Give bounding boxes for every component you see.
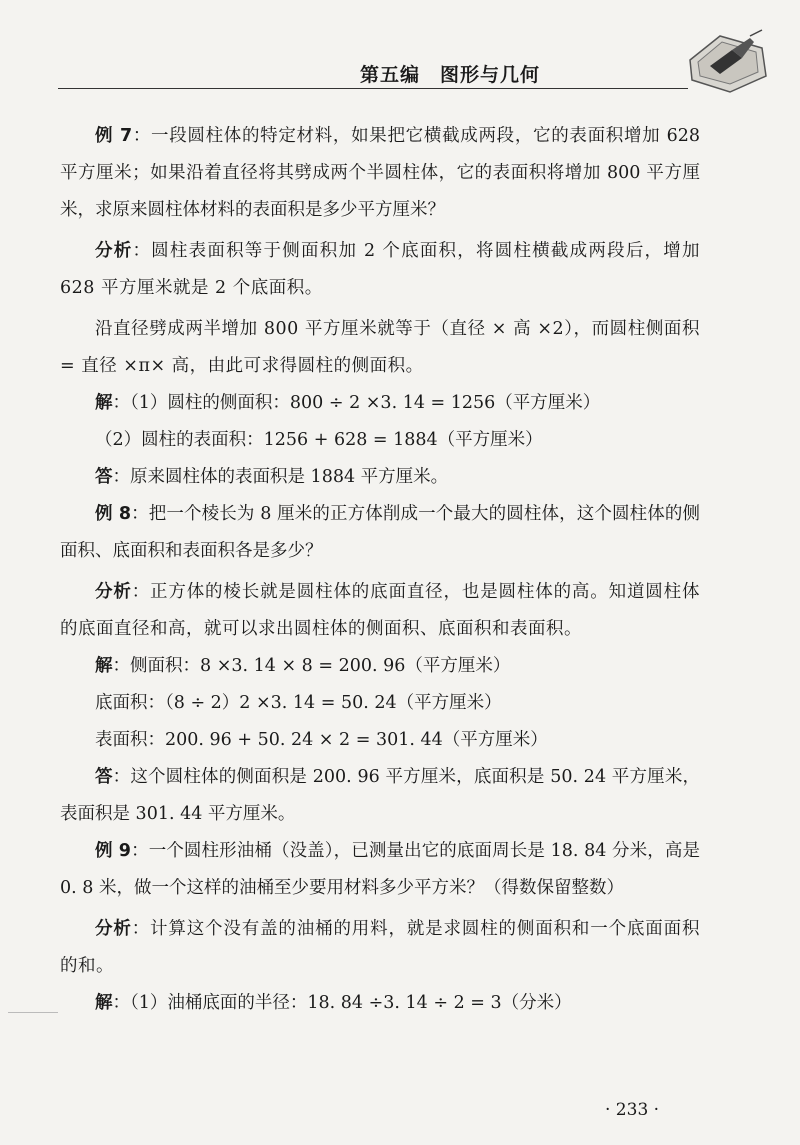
analysis-label: 分析: [95, 919, 132, 939]
example-label: 例 8: [95, 504, 132, 524]
example-text: ：一个圆柱形油桶（没盖），已测量出它的底面周长是 18. 84 分米，高是 0. 8 米，做一个这样的油桶至少要用材料多少平方米？（得数保留整数）: [60, 841, 700, 898]
solution-text: 底面积：（8 ÷ 2）2 ×3. 14 = 50. 24（平方厘米）: [95, 693, 502, 713]
solution-7-step-2: [60, 422, 700, 459]
solution-7-step-1: [60, 385, 700, 422]
solution-8-lateral: [60, 648, 700, 685]
answer-text: ：原来圆柱体的表面积是 1884 平方厘米。: [112, 467, 449, 487]
page-number: · 233 ·: [605, 1100, 660, 1120]
solution-9-step-1: [60, 985, 700, 1022]
answer-text: ：这个圆柱体的侧面积是 200. 96 平方厘米，底面积是 50. 24 平方厘米，表面积是 301. 44 平方厘米。: [60, 767, 700, 824]
page-content: [60, 118, 700, 1022]
analysis-text: 沿直径劈成两半增加 800 平方厘米就等于（直径 × 高 ×2），而圆柱侧面积 = 直径 ×π× 高，由此可求得圆柱的侧面积。: [60, 319, 700, 376]
analysis-text: ：计算这个没有盖的油桶的用料，就是求圆柱的侧面积和一个底面面积的和。: [60, 919, 700, 976]
page-header: [0, 0, 800, 100]
analysis-label: 分析: [95, 582, 132, 602]
solution-text: ：（1）油桶底面的半径：18. 84 ÷3. 14 ÷ 2 = 3（分米）: [112, 993, 572, 1013]
analysis-text: ：圆柱表面积等于侧面积加 2 个底面积，将圆柱横截成两段后，增加 628 平方厘米就是 2 个底面积。: [60, 241, 700, 298]
header-rule: [58, 88, 688, 89]
analysis-7-continued: [60, 311, 700, 385]
analysis-text: ：正方体的棱长就是圆柱体的底面直径，也是圆柱体的高。知道圆柱体的底面直径和高，就可以求出圆柱体的侧面积、底面积和表面积。: [60, 582, 700, 639]
solution-label: 解: [95, 393, 113, 413]
example-7: [60, 118, 700, 229]
book-emblem-icon: [680, 28, 770, 98]
example-8: [60, 496, 700, 570]
example-text: ：把一个棱长为 8 厘米的正方体削成一个最大的圆柱体，这个圆柱体的侧面积、底面积和表面积各是多少？: [60, 504, 700, 561]
answer-label: 答: [95, 767, 113, 787]
solution-text: （2）圆柱的表面积：1256 + 628 = 1884（平方厘米）: [95, 430, 543, 450]
example-text: ：一段圆柱体的特定材料，如果把它横截成两段，它的表面积增加 628 平方厘米；如果沿着直径将其劈成两个半圆柱体，它的表面积将增加 800 平方厘米，求原来圆柱体材料的表面积是多少平方厘米？: [60, 126, 700, 220]
analysis-label: 分析: [95, 241, 133, 261]
example-label: 例 7: [95, 126, 133, 146]
analysis-8: [60, 574, 700, 648]
chapter-title: 第五编 图形与几何: [360, 64, 541, 86]
solution-text: ：侧面积：8 ×3. 14 × 8 = 200. 96（平方厘米）: [112, 656, 511, 676]
margin-mark: [8, 1012, 58, 1013]
solution-8-base: [60, 685, 700, 722]
solution-text: 表面积：200. 96 + 50. 24 × 2 = 301. 44（平方厘米）: [95, 730, 548, 750]
answer-7: [60, 459, 700, 496]
solution-text: ：（1）圆柱的侧面积：800 ÷ 2 ×3. 14 = 1256（平方厘米）: [112, 393, 601, 413]
analysis-9: [60, 911, 700, 985]
example-9: [60, 833, 700, 907]
solution-label: 解: [95, 656, 113, 676]
solution-8-surface: [60, 722, 700, 759]
example-label: 例 9: [95, 841, 131, 861]
analysis-7: [60, 233, 700, 307]
solution-label: 解: [95, 993, 113, 1013]
answer-label: 答: [95, 467, 113, 487]
answer-8: [60, 759, 700, 833]
